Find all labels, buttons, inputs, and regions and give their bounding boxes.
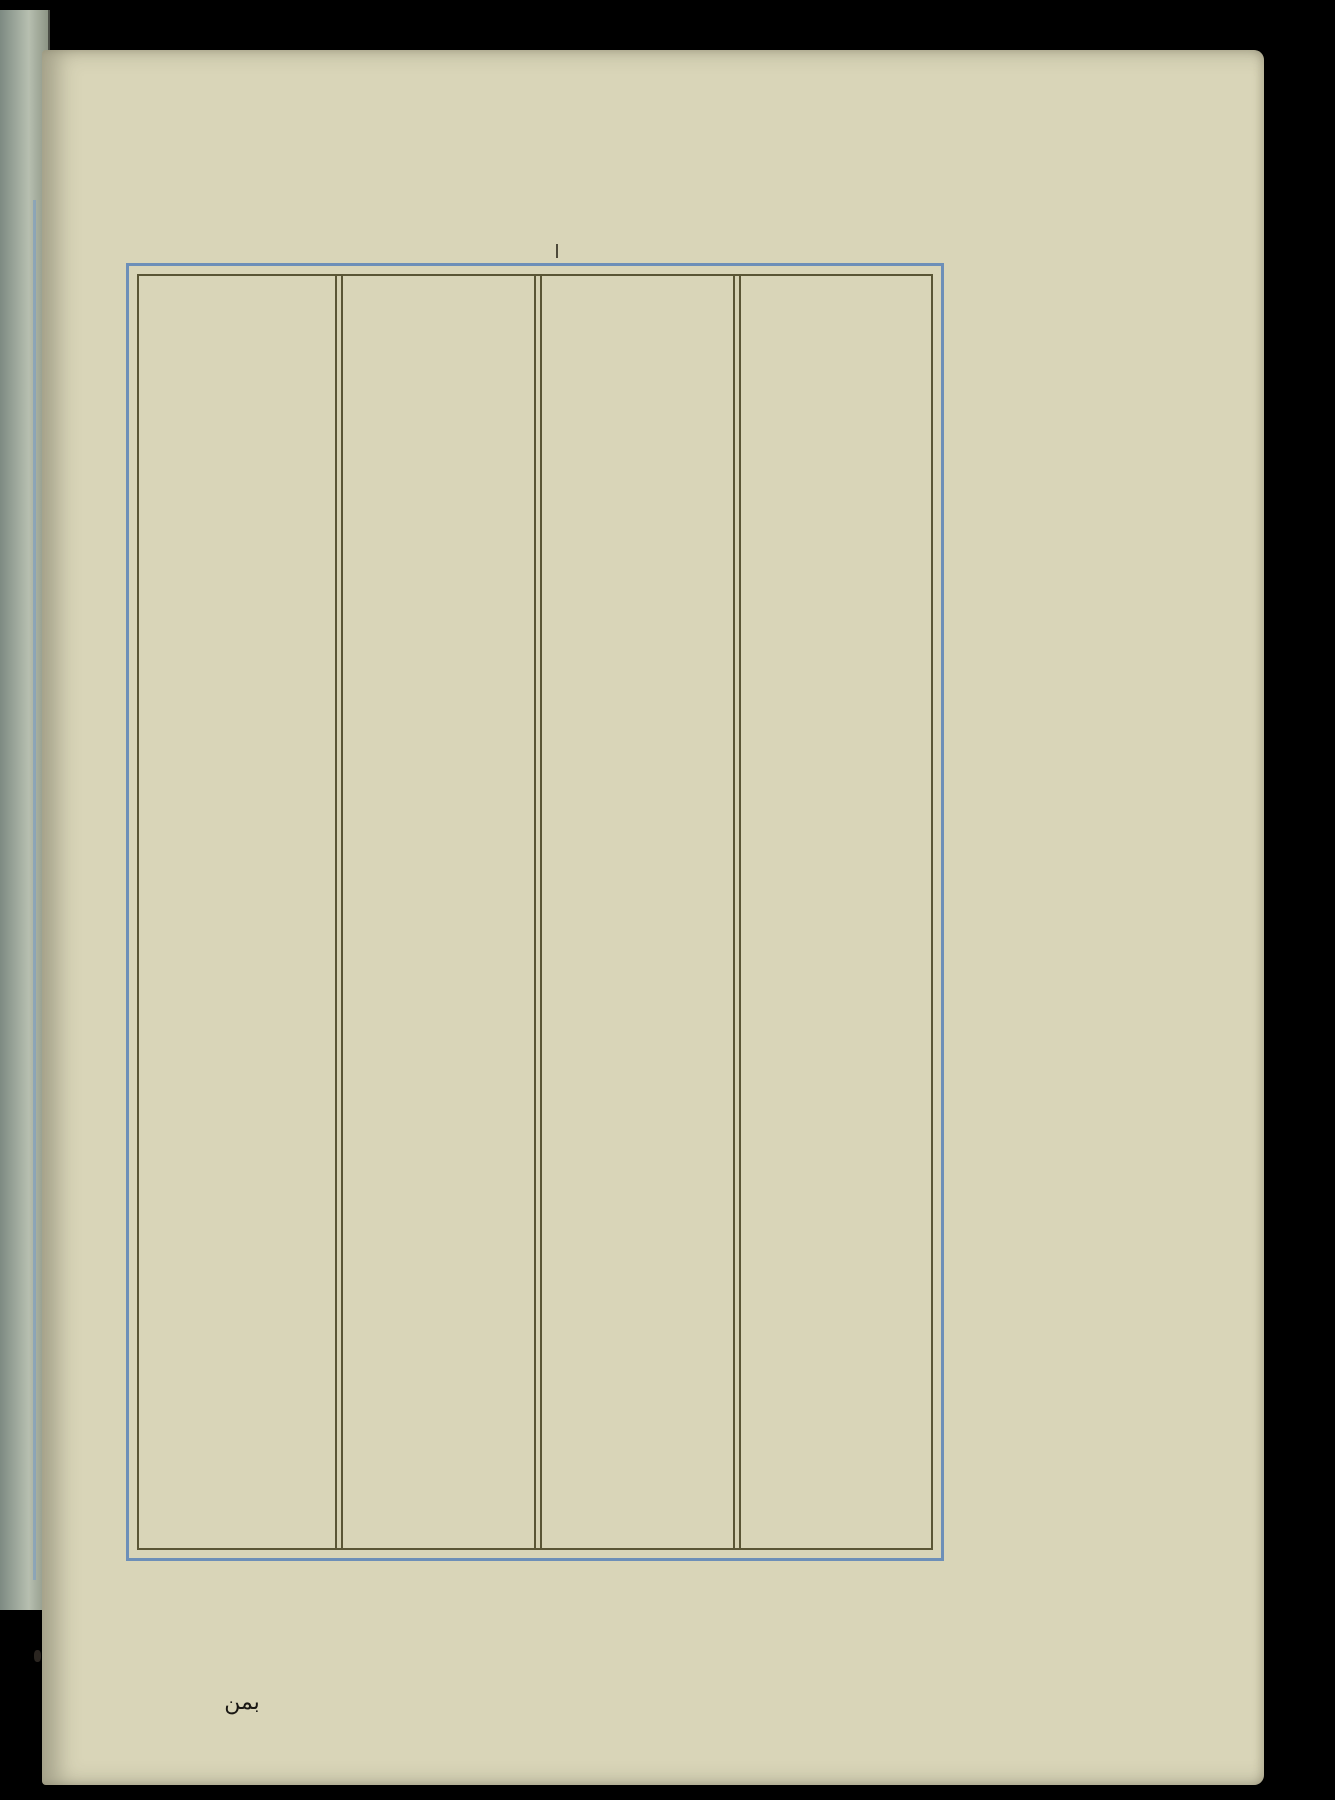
text-column-1 — [139, 276, 339, 1548]
text-column-4 — [737, 276, 937, 1548]
ink-spot — [34, 1650, 41, 1662]
ruling-mark — [556, 244, 558, 258]
text-block — [137, 274, 933, 1550]
facing-page-frame-line — [33, 200, 36, 1580]
catchword: بمن — [224, 1690, 260, 1715]
text-column-2 — [339, 276, 538, 1548]
text-column-3 — [538, 276, 737, 1548]
text-frame — [126, 263, 944, 1561]
